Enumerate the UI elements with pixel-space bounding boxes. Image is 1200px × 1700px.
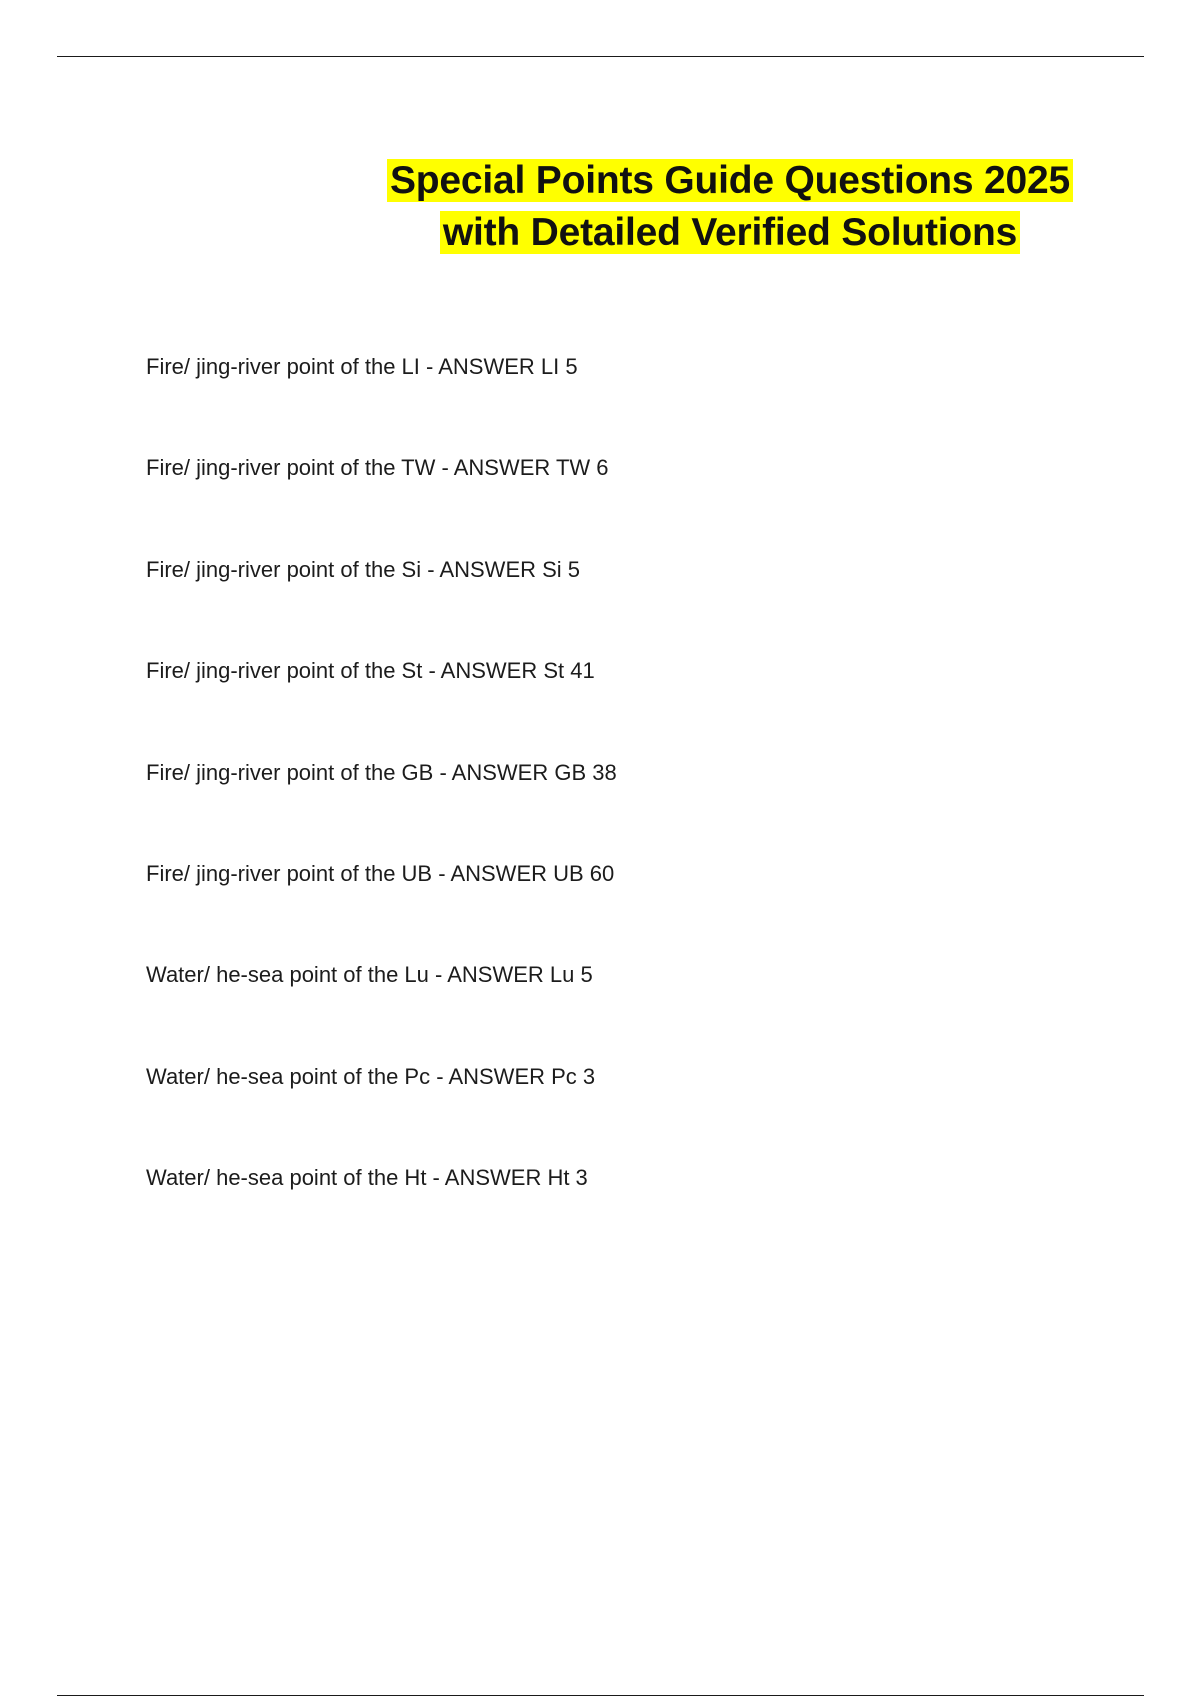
footer-rule xyxy=(57,1695,1144,1696)
qa-item: Water/ he-sea point of the Pc - ANSWER Pc 3 xyxy=(146,1063,596,1089)
header-rule xyxy=(57,56,1144,57)
document-title xyxy=(330,155,1130,259)
qa-item: Water/ he-sea point of the Ht - ANSWER Ht 3 xyxy=(146,1165,588,1191)
qa-item: Water/ he-sea point of the Lu - ANSWER Lu 5 xyxy=(146,962,593,988)
title-line-1: Special Points Guide Questions 2025 xyxy=(387,159,1073,202)
qa-item: Fire/ jing-river point of the Si - ANSWER Si 5 xyxy=(146,556,581,582)
qa-item: Fire/ jing-river point of the UB - ANSWER UB 60 xyxy=(146,860,615,886)
question-answer-list xyxy=(146,352,617,1265)
qa-item: Fire/ jing-river point of the LI - ANSWER LI 5 xyxy=(146,354,578,379)
title-line-2: with Detailed Verified Solutions xyxy=(440,211,1020,254)
qa-item: Fire/ jing-river point of the GB - ANSWER GB 38 xyxy=(146,759,617,785)
qa-item: Fire/ jing-river point of the TW - ANSWER TW 6 xyxy=(146,455,609,481)
qa-item: Fire/ jing-river point of the St - ANSWER St 41 xyxy=(146,658,595,684)
